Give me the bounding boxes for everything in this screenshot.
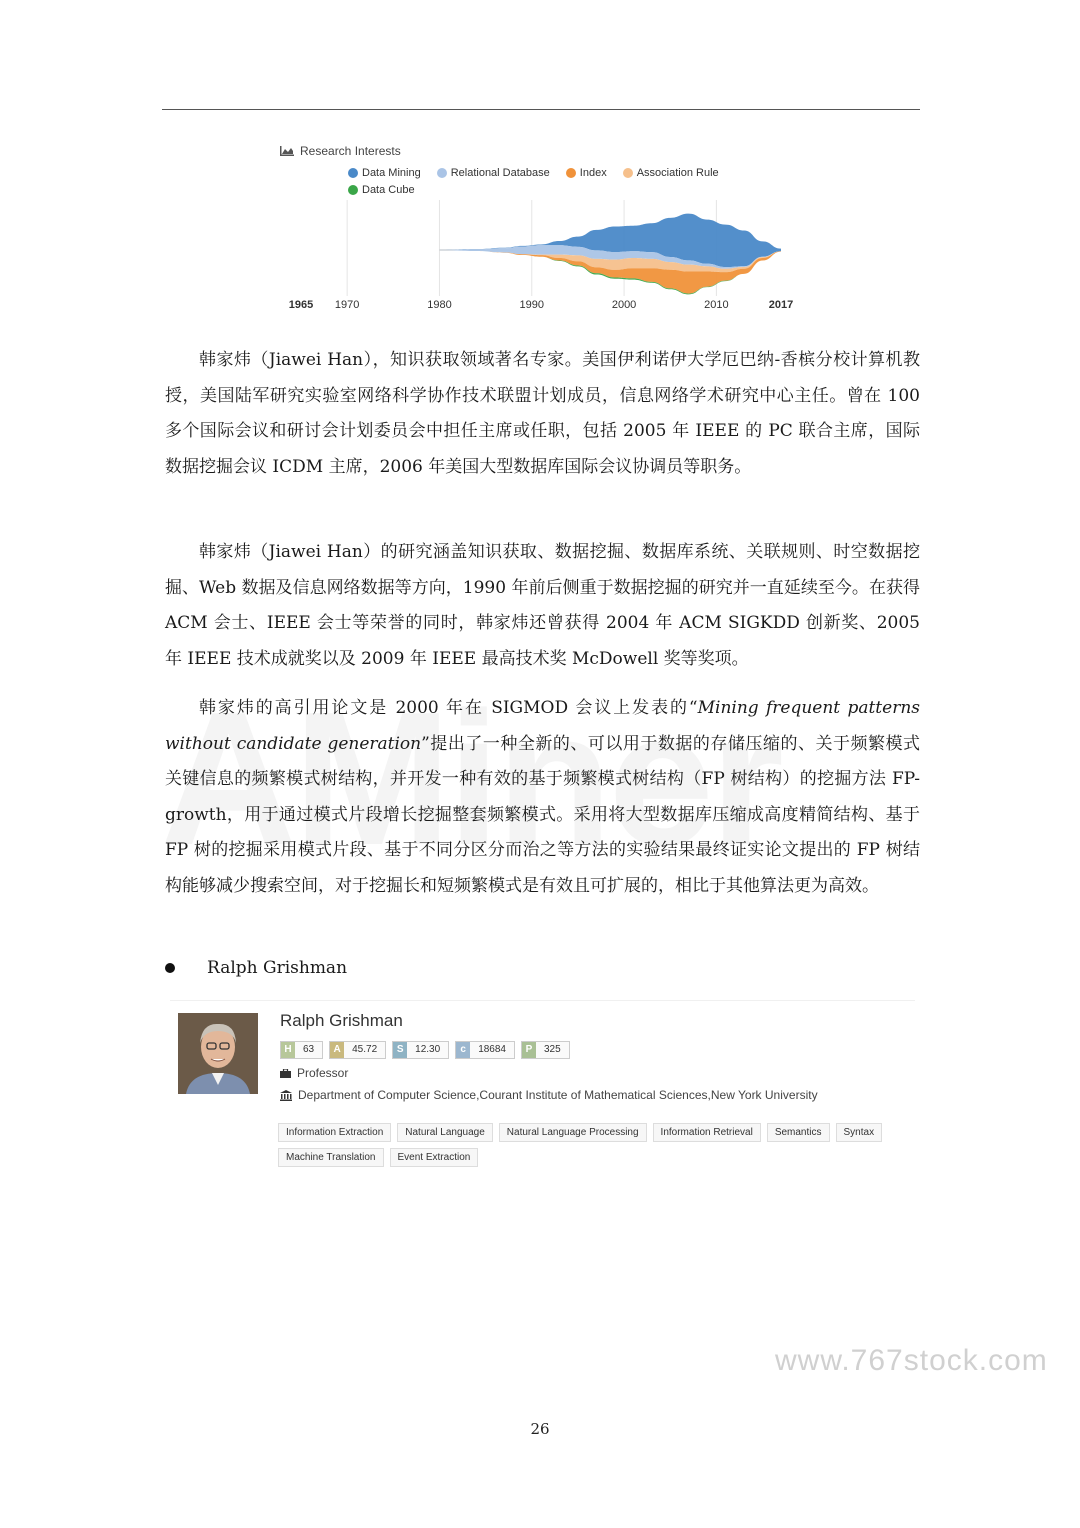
institution-icon <box>280 1090 292 1101</box>
research-interests-chart <box>276 140 806 320</box>
area-chart-icon <box>280 146 294 156</box>
paragraph-research: 韩家炜（Jiawei Han）的研究涵盖知识获取、数据挖掘、数据库系统、关联规则、时空数据挖掘、Web 数据及信息网络数据等方向，1990 年前后侧重于数据挖掘的研究并一直延续至今。在获得 ACM 会士、IEEE 会士等荣誉的同时，韩家炜还曾获得 2004 年 ACM SIGKDD 创新奖、2005 年 IEEE 技术成就奖以及 2009 年 IEEE 最高技术奖 McDowell 奖等奖项。 <box>165 542 920 669</box>
legend-dot-icon <box>566 168 576 178</box>
stat-activity: A 45.72 <box>329 1041 386 1059</box>
person-portrait-icon <box>178 1013 258 1094</box>
stat-citations: c 18684 <box>455 1041 515 1059</box>
stat-h-index: H 63 <box>280 1041 323 1059</box>
x-tick-label-1970: 1970 <box>334 299 360 311</box>
paragraph-paper: 韩家炜的高引用论文是 2000 年在 SIGMOD 会议上发表的“Mining frequent patterns without candidate generation”提出了一种全新的、可以用于数据的存储压缩的、关于频繁模式关键信息的频繁模式树结构，并开发一种有效的基于频繁模式树结构（FP 树结构）的挖掘方法 FP-growth，用于通过模式片段增长挖掘整套频繁模式。采用将大型数据库压缩成高度精简结构、基于 FP 树的挖掘采用模式片段、基于不同分区分而治之等方法的实验结果最终证实论文提出的 FP 树结构能够减少搜索空间，对于挖掘长和短频繁模式是有效且可扩展的，相比于其他算法更为高效。 <box>165 698 920 896</box>
bullet-item <box>165 958 347 978</box>
legend-item-data-mining[interactable]: Data Mining <box>348 167 421 179</box>
tag-syntax[interactable]: Syntax <box>836 1123 883 1142</box>
profile-title: Professor <box>297 1066 349 1080</box>
legend-item-association-rule[interactable]: Association Rule <box>623 167 719 179</box>
paper-title: Mining frequent patterns without candidate generation <box>165 698 920 754</box>
profile-stats <box>280 1041 570 1059</box>
legend-item-index[interactable]: Index <box>566 167 607 179</box>
profile-affiliation: Department of Computer Science,Courant Institute of Mathematical Sciences,New York University <box>298 1088 818 1102</box>
legend-dot-icon <box>348 185 358 195</box>
tag-event-extraction[interactable]: Event Extraction <box>390 1148 479 1167</box>
tag-information-extraction[interactable]: Information Extraction <box>278 1123 391 1142</box>
profile-title-line <box>280 1066 348 1080</box>
tag-machine-translation[interactable]: Machine Translation <box>278 1148 384 1167</box>
tag-information-retrieval[interactable]: Information Retrieval <box>653 1123 761 1142</box>
bullet-icon <box>165 963 175 973</box>
page-number: 26 <box>530 1420 550 1438</box>
x-tick-label-2017: 2017 <box>768 299 794 311</box>
legend-dot-icon <box>437 168 447 178</box>
legend-item-data-cube[interactable]: Data Cube <box>348 184 415 196</box>
legend-dot-icon <box>623 168 633 178</box>
chart-title <box>280 144 401 158</box>
tag-semantics[interactable]: Semantics <box>767 1123 830 1142</box>
stat-papers: P 325 <box>521 1041 570 1059</box>
tag-natural-language[interactable]: Natural Language <box>397 1123 493 1142</box>
x-tick-label-1980: 1980 <box>427 299 452 311</box>
legend-dot-icon <box>348 168 358 178</box>
tag-natural-language-processing[interactable]: Natural Language Processing <box>499 1123 647 1142</box>
x-tick-label-2000: 2000 <box>611 299 637 311</box>
chart-legend <box>348 167 788 201</box>
bullet-text: Ralph Grishman <box>207 958 348 978</box>
stat-sociability: S 12.30 <box>392 1041 449 1059</box>
avatar[interactable] <box>178 1013 258 1094</box>
profile-name[interactable]: Ralph Grishman <box>280 1011 403 1030</box>
site-watermark: www.767stock.com <box>775 1344 1048 1377</box>
paragraph-bio: 韩家炜（Jiawei Han），知识获取领域著名专家。美国伊利诺伊大学厄巴纳-香槟分校计算机教授，美国陆军研究实验室网络科学协作技术联盟计划成员，信息网络学术研究中心主任。曾在 100 多个国际会议和研讨会计划委员会中担任主席或任职，包括 2005 年 IEEE 的 PC 联合主席，国际数据挖掘会议 ICDM 主席，2006 年美国大型数据库国际会议协调员等职务。 <box>165 350 920 477</box>
x-tick-label-1965: 1965 <box>288 299 314 311</box>
interest-tags <box>278 1123 918 1167</box>
x-tick-label-1990: 1990 <box>519 299 545 311</box>
x-tick-label-2010: 2010 <box>704 299 729 311</box>
chart-title-text: Research Interests <box>300 144 401 158</box>
profile-card <box>170 1000 915 1181</box>
briefcase-icon <box>280 1069 291 1078</box>
profile-affiliation-line <box>280 1088 818 1102</box>
legend-item-relational-database[interactable]: Relational Database <box>437 167 550 179</box>
header-rule <box>162 109 920 110</box>
